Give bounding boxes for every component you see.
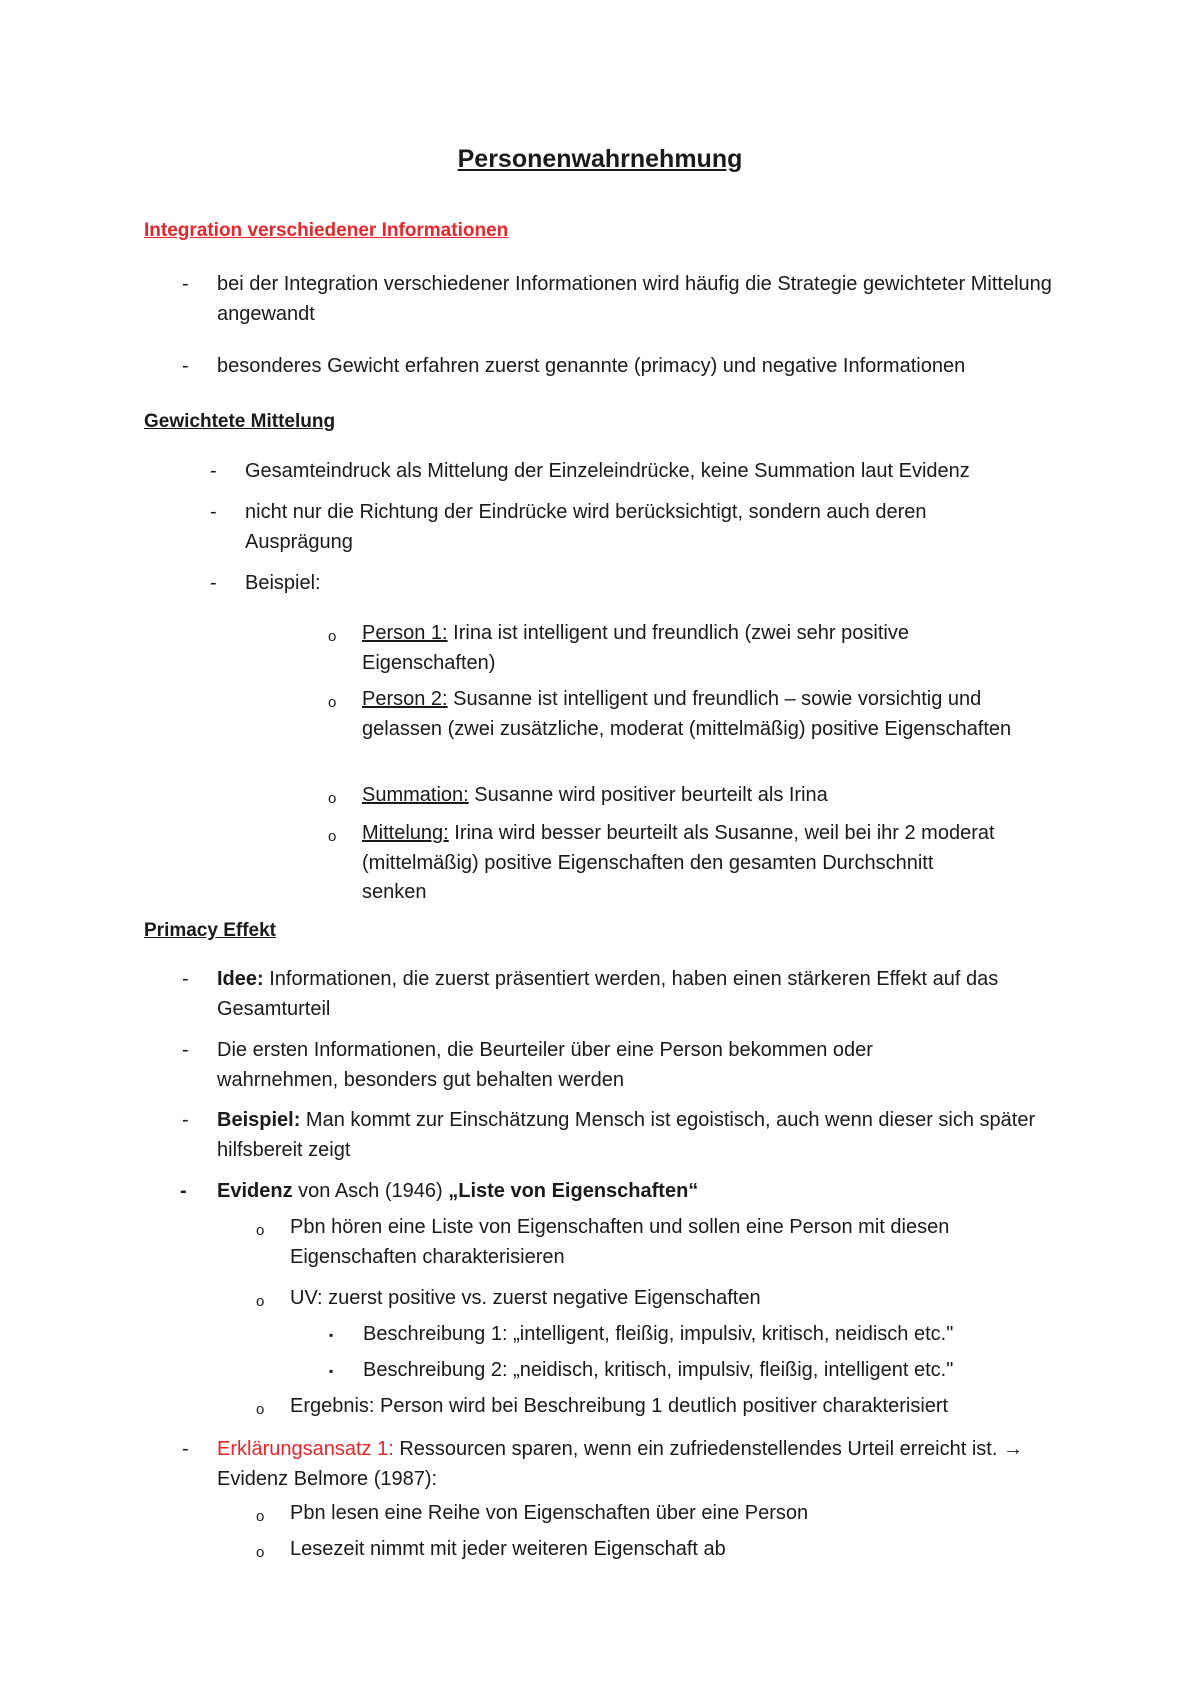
example-item [328, 619, 1042, 678]
circle-bullet: o [328, 628, 337, 645]
sub-item-text: UV: zuerst positive vs. zuerst negative Eigenschaften [290, 1287, 761, 1309]
page-title: Personenwahrnehmung [457, 145, 743, 173]
sub-item [256, 1535, 1060, 1565]
dash-bullet: - [210, 572, 217, 594]
example-text: Susanne wird positiver beurteilt als Irina [468, 784, 828, 806]
list-item-text: Beispiel: [245, 572, 321, 594]
circle-bullet: o [256, 1293, 265, 1310]
example-label: Mittelung: [362, 822, 449, 844]
list-item-text: nicht nur die Richtung der Eindrücke wird berücksichtigt, sondern auch deren Ausprägung [245, 501, 927, 553]
list-item-text: Gesamteindruck als Mittelung der Einzeleindrücke, keine Summation laut Evidenz [245, 460, 970, 482]
erklaerungsansatz-label: Erklärungsansatz 1: [217, 1438, 394, 1460]
circle-bullet: o [256, 1544, 265, 1561]
example-label: Summation: [362, 784, 469, 806]
section-heading-integration: Integration verschiedener Informationen [144, 220, 509, 241]
dash-bullet: - [182, 1438, 189, 1460]
list-item-text: bei der Integration verschiedener Informationen wird häufig die Strategie gewichteter Mittelung angewandt [217, 273, 1052, 325]
example-item [328, 819, 1002, 908]
circle-bullet: o [328, 694, 337, 711]
sub-item [256, 1284, 1060, 1314]
example-text: Irina ist intelligent und freundlich (zwei sehr positive Eigenschaften) [362, 622, 909, 674]
sub-item-text: Pbn hören eine Liste von Eigenschaften und sollen eine Person mit diesen Eigenschaften charakterisieren [290, 1216, 950, 1268]
dash-bullet: - [210, 501, 217, 523]
sub-item [256, 1392, 1080, 1422]
arrow-right-icon: → [1002, 1438, 1023, 1460]
list-item-text: besonderes Gewicht erfahren zuerst genannte (primacy) und negative Informationen [217, 355, 966, 377]
dash-bullet: - [182, 1109, 189, 1131]
example-text: Susanne ist intelligent und freundlich – sowie vorsichtig und gelassen (zwei zusätzliche, moderat (mittelmäßig) positive Eigenschaften [362, 688, 1012, 740]
list-item [182, 270, 1067, 329]
sub-item-text: Pbn lesen eine Reihe von Eigenschaften über eine Person [290, 1502, 809, 1524]
list-item [182, 352, 1067, 382]
list-item-text: Ressourcen sparen, wenn ein zufriedenstellendes Urteil erreicht ist. [393, 1438, 1003, 1460]
example-item [328, 781, 1062, 811]
dash-bullet: - [182, 968, 189, 990]
ergebnis-text: Ergebnis: Person wird bei Beschreibung 1 deutlich positiver charakterisiert [290, 1395, 949, 1417]
sub-item-text: Lesezeit nimmt mit jeder weiteren Eigenschaft ab [290, 1538, 726, 1560]
example-item [328, 685, 1062, 744]
list-item [210, 498, 1025, 557]
beschreibung-text: Beschreibung 2: „neidisch, kritisch, impulsiv, fleißig, intelligent etc." [363, 1359, 954, 1381]
square-bullet: ▪ [329, 1328, 334, 1342]
evidenz-title: „Liste von Eigenschaften“ [448, 1180, 699, 1202]
list-item [210, 569, 1025, 599]
dash-bullet: - [182, 1039, 189, 1061]
list-item [182, 1435, 1077, 1494]
dash-bullet: - [210, 460, 217, 482]
section-heading-primacy-effekt: Primacy Effekt [144, 920, 277, 941]
beispiel-label: Beispiel: [217, 1109, 301, 1131]
beschreibung-item [329, 1320, 1083, 1350]
list-item [210, 457, 1075, 487]
circle-bullet: o [256, 1508, 265, 1525]
dash-bullet: - [182, 273, 189, 295]
circle-bullet: o [328, 790, 337, 807]
list-item-text: Evidenz Belmore (1987): [217, 1467, 438, 1490]
circle-bullet: o [256, 1222, 265, 1239]
example-label: Person 1: [362, 622, 448, 644]
sub-item [256, 1499, 1060, 1529]
evidenz-source: von Asch (1946) [292, 1180, 449, 1202]
dash-bullet: - [180, 1180, 187, 1202]
example-label: Person 2: [362, 688, 448, 710]
circle-bullet: o [328, 828, 337, 845]
list-item-text: Man kommt zur Einschätzung Mensch ist egoistisch, auch wenn dieser sich später hilfsbereit zeigt [217, 1109, 1036, 1161]
idee-label: Idee: [217, 968, 264, 990]
circle-bullet: o [256, 1401, 265, 1418]
list-item [182, 965, 1067, 1024]
evidenz-label: Evidenz [217, 1180, 293, 1202]
list-item [180, 1177, 1077, 1207]
beschreibung-item [329, 1356, 1083, 1386]
square-bullet: ▪ [329, 1364, 334, 1378]
list-item [182, 1036, 997, 1095]
list-item-text: Informationen, die zuerst präsentiert werden, haben einen stärkeren Effekt auf das Gesamturteil [217, 968, 999, 1020]
example-text: Irina wird besser beurteilt als Susanne, weil bei ihr 2 moderat (mittelmäßig) positive Eigenschaften den gesamten Durchschnitt senken [362, 822, 995, 903]
section-heading-gewichtete-mittelung: Gewichtete Mittelung [144, 411, 336, 432]
list-item-text: Die ersten Informationen, die Beurteiler über eine Person bekommen oder wahrnehmen, besonders gut behalten werden [217, 1039, 873, 1091]
dash-bullet: - [182, 355, 189, 377]
list-item [182, 1106, 1077, 1165]
sub-item [256, 1213, 1060, 1272]
beschreibung-text: Beschreibung 1: „intelligent, fleißig, impulsiv, kritisch, neidisch etc." [363, 1323, 954, 1345]
